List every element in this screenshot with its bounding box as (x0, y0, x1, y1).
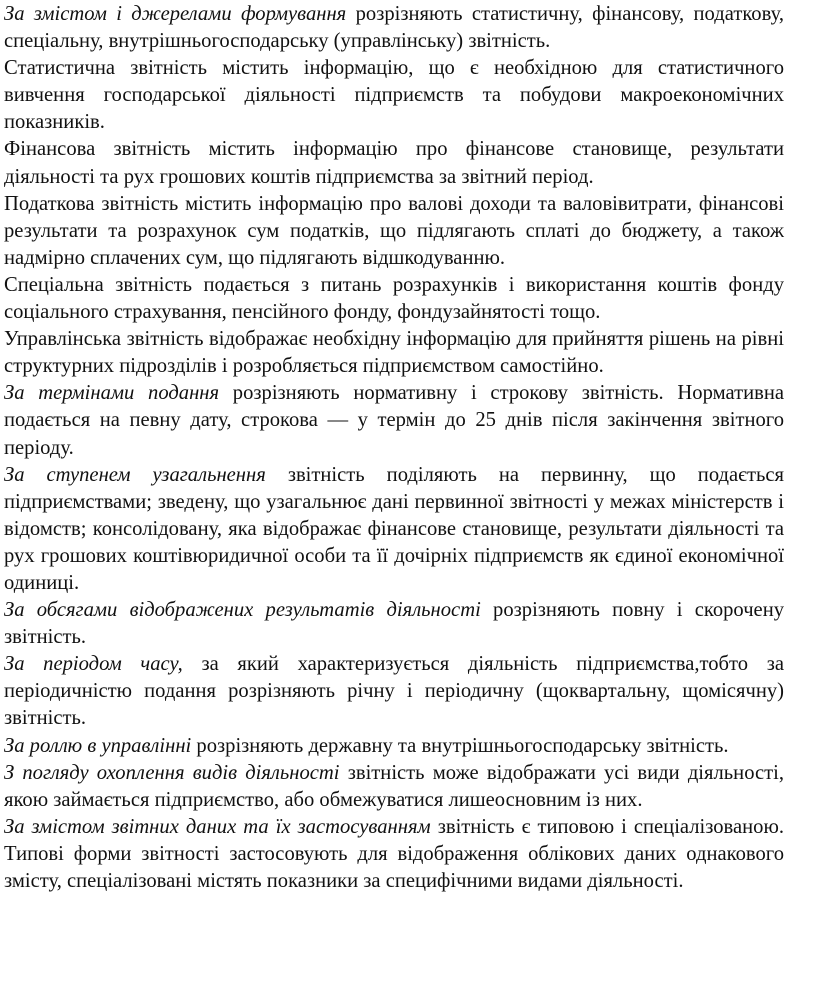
paragraph-by-data-content (4, 814, 784, 895)
paragraph-text: розрізняють статистичну, фінансову, податкову, спеціальну, внутрішньогосподарську (управлінську) звітність. (4, 3, 784, 53)
paragraph-text: розрізняють державну та внутрішньогосподарську звітність. (191, 734, 729, 757)
paragraph-classification-by-content (4, 1, 784, 55)
italic-lead: За періодом часу, (4, 653, 183, 676)
italic-lead: За термінами подання (4, 382, 220, 405)
document-page (0, 1, 784, 895)
paragraph-special-reporting (4, 272, 784, 326)
paragraph-text: звітність є типовою і спеціалізованою. Типові форми звітності застосовують для відображення облікових даних однакового змісту, спеціалізовані містять показники за специфічними видами діяльності. (4, 815, 784, 892)
paragraph-text: Фінансова звітність містить інформацію про фінансове становище, результати діяльності та рух грошових коштів підприємства за звітний період. (4, 138, 784, 188)
italic-lead: За змістом і джерелами формування (4, 3, 347, 25)
paragraph-statistical-reporting (4, 55, 784, 136)
paragraph-financial-reporting (4, 136, 784, 190)
italic-lead: За обсягами відображених результатів діяльності (4, 599, 481, 622)
paragraph-text: звітність поділяють на первинну, що подається підприємствами; зведену, що узагальнює дані первинної звітності у межах міністерств і відомств; консолідовану, яка відображає фінансове становище, результати діяльності та рух грошових коштівюридичної особи та її дочірніх підприємств як єдиної економічної одиниці. (4, 463, 784, 594)
paragraph-text: Статистична звітність містить інформацію, що є необхідною для статистичного вивчення господарської діяльності підприємств та побудови макроекономічних показників. (4, 57, 784, 134)
italic-lead: За роллю в управлінні (4, 734, 192, 757)
paragraph-by-results-scope (4, 597, 784, 651)
paragraph-text: Податкова звітність містить інформацію про валові доходи та валовівитрати, фінансові результати та розрахунок сум податків, що підлягають сплаті до бюджету, а також надмірно сплачених сум, що підлягають відшкодуванню. (4, 192, 784, 269)
paragraph-text: Управлінська звітність відображає необхідну інформацію для прийняття рішень на рівні структурних підрозділів і розробляється підприємством самостійно. (4, 328, 784, 378)
italic-lead: З погляду охоплення видів діяльності (4, 761, 340, 784)
paragraph-text: Спеціальна звітність подається з питань розрахунків і використання коштів фонду соціального страхування, пенсійного фонду, фондузайнятості тощо. (4, 273, 784, 324)
paragraph-by-submission-terms (4, 380, 784, 461)
paragraph-text: звітність може відображати усі види діяльності, якою займається підприємство, або обмежуватися лишеосновним із них. (4, 761, 785, 811)
paragraph-text: розрізняють повну і скорочену звітність. (4, 599, 785, 649)
paragraph-by-management-role (4, 733, 784, 760)
paragraph-by-time-period (4, 651, 784, 732)
paragraph-tax-reporting (4, 191, 784, 272)
paragraph-text: за який характеризується діяльність підприємства,тобто за періодичністю подання розрізняють річну і періодичну (щоквартальну, щомісячну) звітність. (4, 653, 784, 730)
italic-lead: За змістом звітних даних та їх застосуванням (4, 815, 431, 838)
paragraph-by-generalization-level (4, 462, 784, 597)
paragraph-by-activity-coverage (4, 760, 784, 814)
paragraph-management-reporting (4, 326, 784, 380)
italic-lead: За ступенем узагальнення (4, 463, 266, 486)
paragraph-text: розрізняють нормативну і строкову звітність. Нормативна подається на певну дату, строкова — у термін до 25 днів після закінчення звітного періоду. (4, 382, 784, 459)
